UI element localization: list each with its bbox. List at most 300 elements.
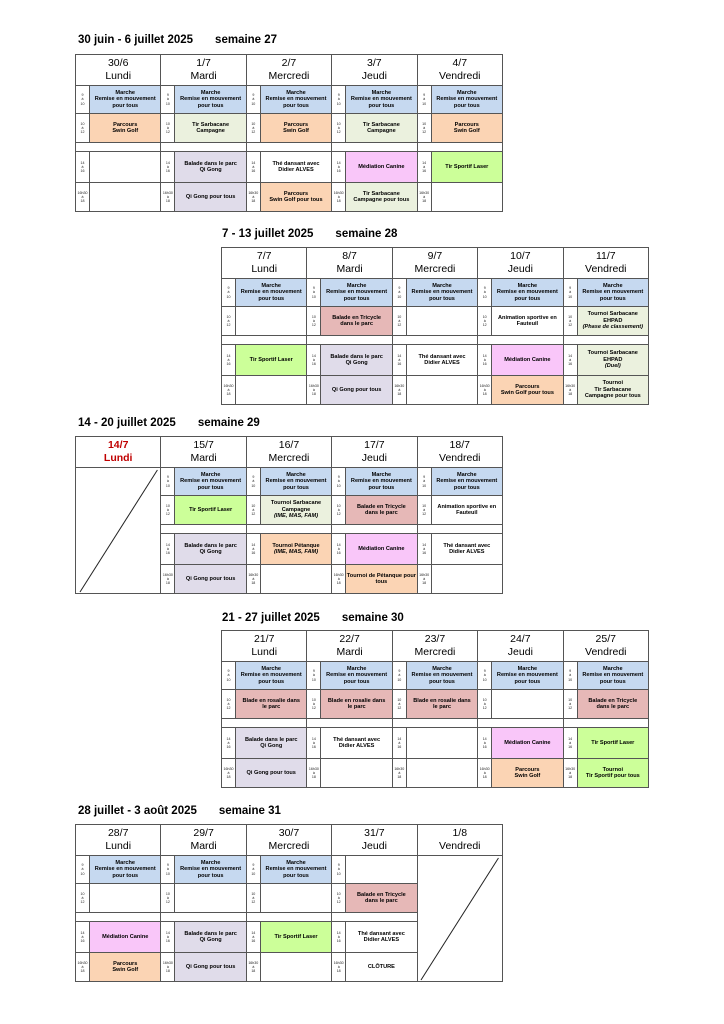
day-name: Jeudi [507, 646, 533, 658]
time-slot: 16h30 à 18 [563, 376, 577, 405]
day-date: 16/7 [278, 439, 300, 451]
row-separator [161, 913, 246, 922]
activity-cell: Tournoi Sarbacane EHPAD (Phase de classement) [577, 307, 648, 336]
activity-cell: Marche Remise en mouvement pour tous [260, 856, 331, 884]
day-header [246, 55, 331, 86]
day-header [307, 248, 392, 279]
activity-cell: Marche Remise en mouvement pour tous [260, 468, 331, 496]
time-slot: 9 à 10 [76, 856, 90, 884]
time-slot: 16h30 à 18 [307, 759, 321, 788]
day-date: 30/6 [107, 57, 129, 69]
day-date: 1/7 [196, 57, 211, 69]
week-title [222, 612, 404, 624]
activity-cell: Médiation Canine [346, 152, 417, 183]
holiday-cell [76, 468, 161, 594]
activity-cell [431, 183, 502, 212]
activity-cell: Parcours Swin Golf [260, 114, 331, 143]
time-slot: 14 à 16 [246, 534, 260, 565]
day-header [307, 631, 392, 662]
time-slot: 16h30 à 18 [392, 759, 406, 788]
time-slot: 14 à 16 [332, 152, 346, 183]
activity-cell: Médiation Canine [346, 534, 417, 565]
activity-cell: Marche Remise en mouvement pour tous [236, 662, 307, 690]
row-separator [478, 336, 563, 345]
activity-cell: Marche Remise en mouvement pour tous [175, 856, 246, 884]
day-header [161, 825, 246, 856]
time-slot: 10 à 12 [417, 496, 431, 525]
time-slot: 10 à 12 [246, 884, 260, 913]
day-header [478, 248, 563, 279]
day-name: Vendredi [439, 452, 481, 464]
time-slot: 16h30 à 18 [76, 953, 90, 982]
activity-cell: Tir Sportif Laser [577, 728, 648, 759]
row-separator [307, 719, 392, 728]
time-slot: 16h30 à 18 [307, 376, 321, 405]
row-separator [392, 336, 477, 345]
time-slot: 9 à 10 [246, 856, 260, 884]
day-date: 21/7 [253, 633, 275, 645]
week-range: 28 juillet - 3 août 2025 [78, 805, 197, 817]
time-slot: 9 à 10 [392, 662, 406, 690]
day-header [76, 437, 161, 468]
day-date: 4/7 [452, 57, 468, 69]
day-date: 28/7 [107, 827, 129, 839]
time-slot: 16h30 à 18 [478, 759, 492, 788]
time-slot: 14 à 16 [222, 345, 236, 376]
time-slot: 10 à 12 [161, 496, 175, 525]
week-schedule-table [221, 247, 649, 405]
time-slot: 10 à 12 [161, 884, 175, 913]
activity-cell: Marche Remise en mouvement pour tous [577, 279, 648, 307]
time-slot: 9 à 10 [332, 86, 346, 114]
activity-cell: Médiation Canine [492, 345, 563, 376]
day-name: Mardi [190, 452, 217, 464]
day-date: 3/7 [367, 57, 382, 69]
week-number: semaine 27 [215, 34, 278, 46]
time-slot: 16h30 à 18 [478, 376, 492, 405]
day-date: 11/7 [595, 250, 616, 262]
activity-cell: Marche Remise en mouvement pour tous [321, 662, 392, 690]
time-slot: 14 à 16 [563, 728, 577, 759]
time-slot: 16h30 à 18 [76, 183, 90, 212]
time-slot: 9 à 10 [417, 468, 431, 496]
activity-cell: Marche Remise en mouvement pour tous [577, 662, 648, 690]
activity-cell: Médiation Canine [90, 922, 161, 953]
activity-cell: Qi Gong pour tous [321, 376, 392, 405]
row-separator [246, 913, 331, 922]
time-slot: 9 à 10 [222, 279, 236, 307]
day-header [417, 825, 502, 856]
week-schedule-table [75, 54, 503, 212]
activity-cell: Thé dansant avec Didier ALVES [406, 345, 477, 376]
time-slot: 14 à 16 [307, 728, 321, 759]
activity-cell: Parcours Swin Golf [492, 759, 563, 788]
time-slot: 14 à 16 [246, 922, 260, 953]
time-slot: 10 à 12 [392, 690, 406, 719]
day-name: Lundi [103, 452, 133, 464]
day-date: 15/7 [193, 439, 214, 451]
row-separator [76, 913, 161, 922]
day-date: 23/7 [424, 633, 446, 645]
row-separator [76, 143, 161, 152]
activity-cell: Balade dans le parc Qi Gong [175, 534, 246, 565]
time-slot: 9 à 10 [161, 86, 175, 114]
day-name: Mardi [190, 840, 217, 852]
activity-cell: Balade en Tricycle dans le parc [346, 884, 417, 913]
activity-cell: Marche Remise en mouvement pour tous [321, 279, 392, 307]
week-title [78, 417, 260, 429]
time-slot: 9 à 10 [246, 468, 260, 496]
activity-cell: Qi Gong pour tous [175, 565, 246, 594]
day-header [161, 55, 246, 86]
activity-cell: Thé dansant avec Didier ALVES [431, 534, 502, 565]
week-title [222, 228, 397, 240]
time-slot: 14 à 16 [392, 728, 406, 759]
row-separator [332, 143, 417, 152]
row-separator [332, 913, 417, 922]
activity-cell [346, 856, 417, 884]
time-slot: 14 à 16 [161, 922, 175, 953]
activity-cell [260, 884, 331, 913]
time-slot: 9 à 10 [222, 662, 236, 690]
time-slot: 14 à 16 [417, 152, 431, 183]
activity-cell [90, 884, 161, 913]
time-slot: 14 à 16 [563, 345, 577, 376]
activity-cell: Thé dansant avec Didier ALVES [346, 922, 417, 953]
time-slot: 16h30 à 18 [222, 376, 236, 405]
activity-cell: Tournoi Sarbacane EHPAD (Duel) [577, 345, 648, 376]
activity-cell [236, 376, 307, 405]
day-date: 22/7 [339, 633, 360, 645]
day-name: Mercredi [268, 70, 310, 82]
day-date: 1/8 [452, 827, 468, 839]
activity-cell: Tournoi Tir Sarbacane Campagne pour tous [577, 376, 648, 405]
time-slot: 9 à 10 [563, 279, 577, 307]
time-slot: 10 à 12 [563, 307, 577, 336]
day-header [332, 825, 417, 856]
time-slot: 9 à 10 [307, 279, 321, 307]
activity-cell: Parcours Swin Golf pour tous [260, 183, 331, 212]
activity-cell [406, 759, 477, 788]
activity-cell: Tir Sarbacane Campagne [346, 114, 417, 143]
activity-cell: Tir Sarbacane Campagne pour tous [346, 183, 417, 212]
time-slot: 14 à 16 [307, 345, 321, 376]
activity-cell [321, 759, 392, 788]
time-slot: 10 à 12 [76, 884, 90, 913]
time-slot: 16h30 à 18 [332, 953, 346, 982]
row-separator [332, 525, 417, 534]
day-name: Mardi [336, 646, 363, 658]
day-date: 17/7 [364, 439, 385, 451]
time-slot: 14 à 16 [332, 534, 346, 565]
time-slot: 10 à 12 [478, 307, 492, 336]
activity-cell: Marche Remise en mouvement pour tous [90, 86, 161, 114]
activity-cell: Balade en Tricycle dans le parc [321, 307, 392, 336]
day-header [332, 55, 417, 86]
week-title [78, 805, 281, 817]
time-slot: 9 à 10 [307, 662, 321, 690]
activity-cell: Blade en rosalie dans le parc [321, 690, 392, 719]
day-name: Mercredi [268, 452, 310, 464]
row-separator [222, 719, 307, 728]
day-name: Mardi [336, 263, 363, 275]
day-header [76, 55, 161, 86]
time-slot: 14 à 16 [246, 152, 260, 183]
activity-cell: Balade dans le parc Qi Gong [175, 922, 246, 953]
activity-cell: Tir Sportif Laser [431, 152, 502, 183]
day-header [246, 437, 331, 468]
activity-cell [406, 376, 477, 405]
time-slot: 16h30 à 18 [246, 183, 260, 212]
activity-cell [236, 307, 307, 336]
time-slot: 9 à 10 [563, 662, 577, 690]
day-date: 9/7 [427, 250, 443, 262]
day-date: 29/7 [193, 827, 214, 839]
activity-cell [260, 953, 331, 982]
activity-cell: Thé dansant avec Didier ALVES [260, 152, 331, 183]
activity-cell: Marche Remise en mouvement pour tous [175, 86, 246, 114]
time-slot: 14 à 16 [478, 728, 492, 759]
activity-cell [175, 884, 246, 913]
day-date: 24/7 [510, 633, 531, 645]
time-slot: 16h30 à 18 [246, 565, 260, 594]
activity-cell: Qi Gong pour tous [175, 183, 246, 212]
time-slot: 10 à 12 [76, 114, 90, 143]
row-separator [563, 719, 648, 728]
time-slot: 16h30 à 18 [161, 183, 175, 212]
activity-cell: Thé dansant avec Didier ALVES [321, 728, 392, 759]
activity-cell: Tir Sportif Laser [175, 496, 246, 525]
week-number: semaine 29 [197, 417, 260, 429]
day-header [161, 437, 246, 468]
day-name: Jeudi [361, 70, 387, 82]
row-separator [246, 143, 331, 152]
time-slot: 16h30 à 18 [563, 759, 577, 788]
day-date: 2/7 [281, 57, 297, 69]
row-separator [417, 143, 502, 152]
day-header [222, 248, 307, 279]
time-slot: 16h30 à 18 [222, 759, 236, 788]
time-slot: 10 à 12 [478, 690, 492, 719]
time-slot: 9 à 10 [478, 662, 492, 690]
week-range: 7 - 13 juillet 2025 [222, 228, 314, 240]
activity-cell: Tournoi Sarbacane Campagne (IME, MAS, FAM) [260, 496, 331, 525]
activity-cell: Marche Remise en mouvement pour tous [406, 662, 477, 690]
time-slot: 9 à 10 [246, 86, 260, 114]
time-slot: 14 à 16 [392, 345, 406, 376]
day-header [76, 825, 161, 856]
time-slot: 14 à 16 [332, 922, 346, 953]
time-slot: 10 à 12 [246, 114, 260, 143]
day-header [246, 825, 331, 856]
week-schedule-table [221, 630, 649, 788]
time-slot: 16h30 à 18 [161, 565, 175, 594]
row-separator [563, 336, 648, 345]
day-name: Mercredi [268, 840, 310, 852]
activity-cell: Marche Remise en mouvement pour tous [431, 468, 502, 496]
activity-cell: Médiation Canine [492, 728, 563, 759]
activity-cell: Marche Remise en mouvement pour tous [175, 468, 246, 496]
day-date: 10/7 [510, 250, 531, 262]
day-name: Vendredi [439, 70, 481, 82]
activity-cell: Balade dans le parc Qi Gong [321, 345, 392, 376]
row-separator [392, 719, 477, 728]
week-number: semaine 28 [335, 228, 398, 240]
week-number: semaine 30 [341, 612, 404, 624]
day-date: 31/7 [364, 827, 385, 839]
day-header [332, 437, 417, 468]
activity-cell: Marche Remise en mouvement pour tous [346, 468, 417, 496]
activity-cell: Tir Sportif Laser [260, 922, 331, 953]
day-name: Jeudi [361, 452, 387, 464]
time-slot: 9 à 10 [417, 86, 431, 114]
day-name: Mercredi [414, 646, 456, 658]
time-slot: 16h30 à 18 [161, 953, 175, 982]
activity-cell: CLÔTURE [346, 953, 417, 982]
time-slot: 10 à 12 [332, 496, 346, 525]
activity-cell: Tournoi Pétanque (IME, MAS, FAM) [260, 534, 331, 565]
row-separator [161, 525, 246, 534]
activity-cell: Tir Sarbacane Campagne [175, 114, 246, 143]
activity-cell: Balade dans le parc Qi Gong [236, 728, 307, 759]
day-name: Vendredi [585, 263, 627, 275]
day-header [392, 631, 477, 662]
time-slot: 10 à 12 [392, 307, 406, 336]
day-date: 18/7 [449, 439, 470, 451]
activity-cell: Marche Remise en mouvement pour tous [492, 662, 563, 690]
activity-cell: Tir Sportif Laser [236, 345, 307, 376]
day-header [563, 248, 648, 279]
day-header [563, 631, 648, 662]
week-schedule-table [75, 824, 503, 982]
time-slot: 14 à 16 [222, 728, 236, 759]
row-separator [161, 143, 246, 152]
activity-cell: Parcours Swin Golf pour tous [492, 376, 563, 405]
time-slot: 10 à 12 [417, 114, 431, 143]
day-date: 30/7 [278, 827, 300, 839]
time-slot: 14 à 16 [161, 152, 175, 183]
week-schedule-table [75, 436, 503, 594]
day-name: Lundi [105, 840, 132, 852]
activity-cell: Parcours Swin Golf [431, 114, 502, 143]
day-name: Lundi [251, 646, 278, 658]
time-slot: 9 à 10 [161, 468, 175, 496]
activity-cell: Qi Gong pour tous [236, 759, 307, 788]
day-name: Jeudi [507, 263, 533, 275]
time-slot: 16h30 à 18 [417, 565, 431, 594]
day-name: Mardi [190, 70, 217, 82]
row-separator [246, 525, 331, 534]
activity-cell: Blade en rosalie dans le parc [406, 690, 477, 719]
time-slot: 16h30 à 18 [246, 953, 260, 982]
day-date: 25/7 [595, 633, 616, 645]
day-name: Jeudi [361, 840, 387, 852]
day-date: 8/7 [342, 250, 357, 262]
time-slot: 9 à 10 [332, 468, 346, 496]
time-slot: 9 à 10 [392, 279, 406, 307]
activity-cell: Parcours Swin Golf [90, 953, 161, 982]
activity-cell [260, 565, 331, 594]
activity-cell: Animation sportive en Fauteuil [492, 307, 563, 336]
day-header [222, 631, 307, 662]
time-slot: 9 à 10 [332, 856, 346, 884]
time-slot: 9 à 10 [161, 856, 175, 884]
day-name: Vendredi [585, 646, 627, 658]
day-header [417, 55, 502, 86]
time-slot: 14 à 16 [76, 152, 90, 183]
week-title [78, 34, 277, 46]
activity-cell: Balade dans le parc Qi Gong [175, 152, 246, 183]
activity-cell: Balade en Tricycle dans le parc [346, 496, 417, 525]
activity-cell: Marche Remise en mouvement pour tous [346, 86, 417, 114]
activity-cell [406, 728, 477, 759]
time-slot: 16h30 à 18 [417, 183, 431, 212]
activity-cell [492, 690, 563, 719]
day-name: Vendredi [439, 840, 481, 852]
row-separator [478, 719, 563, 728]
activity-cell: Marche Remise en mouvement pour tous [236, 279, 307, 307]
activity-cell: Blade en rosalie dans le parc [236, 690, 307, 719]
time-slot: 10 à 12 [222, 307, 236, 336]
day-name: Mercredi [414, 263, 456, 275]
time-slot: 16h30 à 18 [332, 183, 346, 212]
time-slot: 14 à 16 [417, 534, 431, 565]
day-header [392, 248, 477, 279]
row-separator [417, 525, 502, 534]
time-slot: 10 à 12 [246, 496, 260, 525]
week-number: semaine 31 [218, 805, 281, 817]
week-range: 30 juin - 6 juillet 2025 [78, 34, 194, 46]
time-slot: 10 à 12 [332, 114, 346, 143]
activity-cell: Qi Gong pour tous [175, 953, 246, 982]
activity-cell: Parcours Swin Golf [90, 114, 161, 143]
activity-cell: Marche Remise en mouvement pour tous [431, 86, 502, 114]
activity-cell [90, 183, 161, 212]
activity-cell: Tournoi Tir Sportif pour tous [577, 759, 648, 788]
week-range: 21 - 27 juillet 2025 [222, 612, 320, 624]
activity-cell [406, 307, 477, 336]
activity-cell: Marche Remise en mouvement pour tous [90, 856, 161, 884]
time-slot: 10 à 12 [161, 114, 175, 143]
time-slot: 9 à 10 [76, 86, 90, 114]
activity-cell: Animation sportive en Fauteuil [431, 496, 502, 525]
activity-cell [431, 565, 502, 594]
time-slot: 10 à 12 [332, 884, 346, 913]
week-range: 14 - 20 juillet 2025 [78, 417, 176, 429]
holiday-cell [417, 856, 502, 982]
time-slot: 16h30 à 18 [332, 565, 346, 594]
activity-cell: Balade en Tricycle dans le parc [577, 690, 648, 719]
activity-cell [90, 152, 161, 183]
row-separator [307, 336, 392, 345]
activity-cell: Tournoi de Pétanque pour tous [346, 565, 417, 594]
day-header [478, 631, 563, 662]
time-slot: 10 à 12 [222, 690, 236, 719]
time-slot: 14 à 16 [76, 922, 90, 953]
day-date: 7/7 [256, 250, 272, 262]
time-slot: 10 à 12 [307, 690, 321, 719]
day-name: Lundi [105, 70, 132, 82]
time-slot: 14 à 16 [161, 534, 175, 565]
day-name: Lundi [251, 263, 278, 275]
time-slot: 14 à 16 [478, 345, 492, 376]
activity-cell: Marche Remise en mouvement pour tous [492, 279, 563, 307]
time-slot: 16h30 à 18 [392, 376, 406, 405]
time-slot: 9 à 10 [478, 279, 492, 307]
row-separator [222, 336, 307, 345]
day-header [417, 437, 502, 468]
activity-cell: Marche Remise en mouvement pour tous [406, 279, 477, 307]
